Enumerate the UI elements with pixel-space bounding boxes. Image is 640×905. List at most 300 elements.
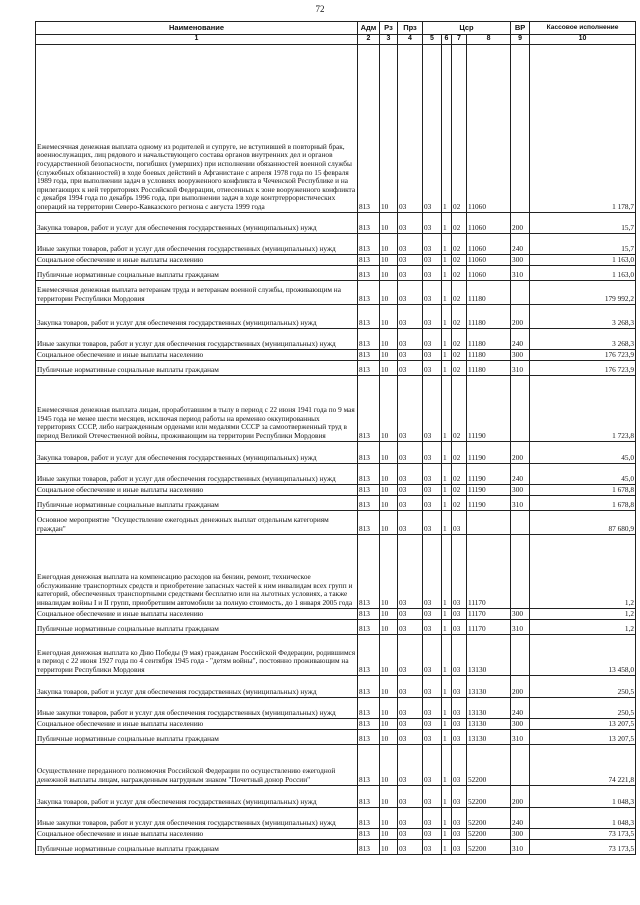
row-name: Ежегодная денежная выплата на компенсацию расходов на бензин, ремонт, техническое обслуживание транспортных средств и приобретение запасных частей к ним инвалидам всех групп и категорий, обеспеченных транспортными средствами бесплатно или на льготных условиях, а также инвалидам войны I и II групп, приобретшим автомобили за полную стоимость, до 1 января 2005 года	[36, 534, 358, 608]
cell-csr-event: 02	[452, 280, 467, 304]
cell-amount: 176 723,9	[530, 360, 636, 375]
cell-csr-subprogram: 1	[442, 265, 452, 280]
cell-csr-program: 03	[423, 785, 442, 807]
cell-prz: 03	[398, 744, 423, 785]
cell-csr-direction: 13130	[467, 634, 511, 675]
cell-prz: 03	[398, 265, 423, 280]
cell-rz: 10	[380, 744, 398, 785]
cell-prz: 03	[398, 44, 423, 212]
cell-vr: 240	[511, 807, 530, 828]
table-row	[36, 484, 636, 495]
cell-csr-subprogram: 1	[442, 441, 452, 463]
cell-amount: 250,5	[530, 675, 636, 697]
cell-csr-event: 03	[452, 619, 467, 634]
cell-csr-subprogram: 1	[442, 280, 452, 304]
table-row	[36, 254, 636, 265]
cell-vr: 310	[511, 729, 530, 744]
column-number: 9	[511, 35, 530, 45]
row-name: Публичные нормативные социальные выплаты гражданам	[36, 360, 358, 375]
table-row	[36, 608, 636, 619]
cell-csr-direction: 11170	[467, 534, 511, 608]
cell-csr-direction: 13130	[467, 729, 511, 744]
cell-prz: 03	[398, 697, 423, 718]
cell-csr-subprogram: 1	[442, 328, 452, 349]
cell-prz: 03	[398, 360, 423, 375]
cell-csr-event: 03	[452, 675, 467, 697]
cell-csr-direction: 11180	[467, 280, 511, 304]
cell-adm: 813	[358, 441, 380, 463]
cell-rz: 10	[380, 828, 398, 839]
cell-csr-program: 03	[423, 608, 442, 619]
cell-vr: 200	[511, 785, 530, 807]
cell-prz: 03	[398, 839, 423, 854]
cell-amount: 45,0	[530, 441, 636, 463]
column-number: 1	[36, 35, 358, 45]
row-name: Ежемесячная денежная выплата одному из родителей и супруге, не вступившей в повторный брак, военнослужащих, лиц рядового и начальствующего состава органов внутренних дел и органов государственной безопасности, погибших (умерших) при исполнении обязанностей военной службы (служебных обязанностей) в ходе боевых действий в Афганистане с апреля 1978 года по 15 февраля 1989 года, при выполнении задач в условиях вооруженного конфликта в Чеченской Республике и на прилегающих к ней территориях Российской Федерации, отнесенных к зоне вооруженного конфликта с декабря 1994 года по декабрь 1996 года, при выполнении задач в ходе контртеррористических операций на территории Северо-Кавказского региона с августа 1999 года	[36, 44, 358, 212]
row-name: Иные закупки товаров, работ и услуг для обеспечения государственных (муниципальных) нужд	[36, 463, 358, 484]
cell-amount: 13 207,5	[530, 718, 636, 729]
cell-vr: 300	[511, 254, 530, 265]
cell-vr: 200	[511, 304, 530, 328]
cell-prz: 03	[398, 349, 423, 360]
cell-adm: 813	[358, 675, 380, 697]
cell-csr-program: 03	[423, 44, 442, 212]
cell-vr	[511, 510, 530, 534]
cell-adm: 813	[358, 280, 380, 304]
row-name: Публичные нормативные социальные выплаты гражданам	[36, 495, 358, 510]
header-csr: Цср	[423, 22, 511, 35]
cell-rz: 10	[380, 44, 398, 212]
cell-adm: 813	[358, 375, 380, 441]
cell-adm: 813	[358, 233, 380, 254]
cell-rz: 10	[380, 675, 398, 697]
table-row	[36, 233, 636, 254]
cell-prz: 03	[398, 484, 423, 495]
row-name: Публичные нормативные социальные выплаты гражданам	[36, 619, 358, 634]
cell-amount: 250,5	[530, 697, 636, 718]
cell-prz: 03	[398, 675, 423, 697]
row-name: Закупка товаров, работ и услуг для обеспечения государственных (муниципальных) нужд	[36, 304, 358, 328]
cell-csr-direction: 11180	[467, 349, 511, 360]
cell-csr-program: 03	[423, 510, 442, 534]
row-name: Иные закупки товаров, работ и услуг для обеспечения государственных (муниципальных) нужд	[36, 233, 358, 254]
cell-vr: 240	[511, 697, 530, 718]
cell-csr-event: 02	[452, 375, 467, 441]
cell-csr-direction: 11060	[467, 233, 511, 254]
cell-vr: 200	[511, 212, 530, 233]
row-name: Иные закупки товаров, работ и услуг для обеспечения государственных (муниципальных) нужд	[36, 697, 358, 718]
cell-csr-direction: 11190	[467, 375, 511, 441]
cell-csr-subprogram: 1	[442, 254, 452, 265]
cell-rz: 10	[380, 484, 398, 495]
cell-prz: 03	[398, 828, 423, 839]
table-row	[36, 807, 636, 828]
cell-csr-direction: 52200	[467, 839, 511, 854]
cell-adm: 813	[358, 619, 380, 634]
cell-csr-direction: 11060	[467, 212, 511, 233]
cell-csr-subprogram: 1	[442, 534, 452, 608]
table-row	[36, 304, 636, 328]
table-row	[36, 280, 636, 304]
cell-amount: 1 678,8	[530, 484, 636, 495]
cell-rz: 10	[380, 280, 398, 304]
cell-adm: 813	[358, 729, 380, 744]
cell-rz: 10	[380, 807, 398, 828]
cell-amount: 1 178,7	[530, 44, 636, 212]
row-name: Социальное обеспечение и иные выплаты населению	[36, 349, 358, 360]
column-number: 10	[530, 35, 636, 45]
row-name: Осуществление переданного полномочия Российской Федерации по осуществлению ежегодной денежной выплаты лицам, награжденным нагрудным знаком "Почетный донор России"	[36, 744, 358, 785]
cell-csr-subprogram: 1	[442, 697, 452, 718]
cell-csr-event: 02	[452, 441, 467, 463]
cell-amount: 1 048,3	[530, 785, 636, 807]
cell-csr-event: 02	[452, 328, 467, 349]
cell-vr: 310	[511, 360, 530, 375]
cell-prz: 03	[398, 718, 423, 729]
cell-adm: 813	[358, 360, 380, 375]
header-row	[36, 22, 636, 35]
cell-csr-direction: 11170	[467, 619, 511, 634]
cell-csr-direction: 52200	[467, 807, 511, 828]
cell-adm: 813	[358, 349, 380, 360]
cell-amount: 15,7	[530, 212, 636, 233]
header-vr: ВР	[511, 22, 530, 35]
row-name: Закупка товаров, работ и услуг для обеспечения государственных (муниципальных) нужд	[36, 675, 358, 697]
cell-csr-event: 03	[452, 744, 467, 785]
budget-table	[35, 21, 636, 855]
row-name: Ежемесячная денежная выплата ветеранам труда и ветеранам военной службы, проживающим на территории Республики Мордовия	[36, 280, 358, 304]
cell-csr-subprogram: 1	[442, 484, 452, 495]
cell-amount: 13 207,5	[530, 729, 636, 744]
table-row	[36, 360, 636, 375]
cell-amount: 74 221,8	[530, 744, 636, 785]
cell-csr-direction: 52200	[467, 828, 511, 839]
cell-adm: 813	[358, 463, 380, 484]
cell-amount: 1 163,0	[530, 265, 636, 280]
cell-rz: 10	[380, 619, 398, 634]
cell-rz: 10	[380, 212, 398, 233]
table-row	[36, 839, 636, 854]
cell-csr-program: 03	[423, 495, 442, 510]
table-body	[36, 44, 636, 854]
cell-adm: 813	[358, 534, 380, 608]
cell-csr-program: 03	[423, 265, 442, 280]
cell-csr-program: 03	[423, 349, 442, 360]
cell-prz: 03	[398, 729, 423, 744]
cell-vr	[511, 44, 530, 212]
cell-csr-direction: 13130	[467, 675, 511, 697]
cell-adm: 813	[358, 839, 380, 854]
cell-adm: 813	[358, 828, 380, 839]
cell-rz: 10	[380, 349, 398, 360]
table-row	[36, 349, 636, 360]
column-number: 8	[467, 35, 511, 45]
row-name: Ежегодная денежная выплата ко Дню Победы (9 мая) гражданам Российской Федерации, родившимся в период с 22 июня 1927 года по 4 сентября 1945 года - "детям войны", постоянно проживающим на территории Республики Мордовия	[36, 634, 358, 675]
cell-csr-direction: 11060	[467, 44, 511, 212]
header-adm: Адм	[358, 22, 380, 35]
table-row	[36, 510, 636, 534]
cell-csr-subprogram: 1	[442, 360, 452, 375]
cell-csr-event: 02	[452, 233, 467, 254]
column-number: 5	[423, 35, 442, 45]
column-number: 3	[380, 35, 398, 45]
row-name: Социальное обеспечение и иные выплаты населению	[36, 608, 358, 619]
cell-rz: 10	[380, 233, 398, 254]
cell-csr-subprogram: 1	[442, 634, 452, 675]
cell-prz: 03	[398, 495, 423, 510]
cell-prz: 03	[398, 510, 423, 534]
cell-csr-program: 03	[423, 304, 442, 328]
cell-csr-event: 02	[452, 463, 467, 484]
cell-amount: 1,2	[530, 534, 636, 608]
table-row	[36, 619, 636, 634]
cell-csr-subprogram: 1	[442, 304, 452, 328]
cell-amount: 15,7	[530, 233, 636, 254]
cell-csr-subprogram: 1	[442, 718, 452, 729]
cell-amount: 1 048,3	[530, 807, 636, 828]
cell-amount: 3 268,3	[530, 304, 636, 328]
cell-rz: 10	[380, 534, 398, 608]
cell-csr-event: 02	[452, 265, 467, 280]
cell-adm: 813	[358, 634, 380, 675]
cell-csr-direction: 13130	[467, 697, 511, 718]
header-prz: Прз	[398, 22, 423, 35]
cell-csr-program: 03	[423, 328, 442, 349]
row-name: Закупка товаров, работ и услуг для обеспечения государственных (муниципальных) нужд	[36, 212, 358, 233]
cell-csr-subprogram: 1	[442, 675, 452, 697]
cell-amount: 1 678,8	[530, 495, 636, 510]
cell-rz: 10	[380, 718, 398, 729]
cell-csr-direction: 11190	[467, 484, 511, 495]
row-name: Социальное обеспечение и иные выплаты населению	[36, 484, 358, 495]
cell-adm: 813	[358, 484, 380, 495]
cell-vr: 240	[511, 463, 530, 484]
cell-csr-program: 03	[423, 233, 442, 254]
cell-csr-direction: 11170	[467, 608, 511, 619]
row-name: Публичные нормативные социальные выплаты гражданам	[36, 265, 358, 280]
cell-csr-subprogram: 1	[442, 828, 452, 839]
cell-amount: 179 992,2	[530, 280, 636, 304]
cell-csr-subprogram: 1	[442, 608, 452, 619]
row-name: Социальное обеспечение и иные выплаты населению	[36, 718, 358, 729]
cell-adm: 813	[358, 44, 380, 212]
header-name: Наименование	[36, 22, 358, 35]
cell-csr-direction: 11190	[467, 441, 511, 463]
table-row	[36, 463, 636, 484]
cell-vr: 300	[511, 828, 530, 839]
cell-prz: 03	[398, 534, 423, 608]
cell-csr-event: 03	[452, 697, 467, 718]
cell-rz: 10	[380, 463, 398, 484]
header-rz: Рз	[380, 22, 398, 35]
row-name: Иные закупки товаров, работ и услуг для обеспечения государственных (муниципальных) нужд	[36, 328, 358, 349]
cell-csr-direction	[467, 510, 511, 534]
cell-prz: 03	[398, 785, 423, 807]
table-row	[36, 675, 636, 697]
cell-amount: 45,0	[530, 463, 636, 484]
cell-vr: 300	[511, 349, 530, 360]
table-row	[36, 44, 636, 212]
row-name: Закупка товаров, работ и услуг для обеспечения государственных (муниципальных) нужд	[36, 785, 358, 807]
cell-amount: 87 680,9	[530, 510, 636, 534]
cell-rz: 10	[380, 785, 398, 807]
cell-adm: 813	[358, 718, 380, 729]
cell-csr-event: 03	[452, 839, 467, 854]
cell-csr-program: 03	[423, 619, 442, 634]
cell-csr-event: 03	[452, 510, 467, 534]
cell-vr: 300	[511, 484, 530, 495]
row-name: Иные закупки товаров, работ и услуг для обеспечения государственных (муниципальных) нужд	[36, 807, 358, 828]
cell-csr-event: 02	[452, 495, 467, 510]
cell-csr-program: 03	[423, 729, 442, 744]
cell-csr-event: 03	[452, 807, 467, 828]
table-row	[36, 375, 636, 441]
cell-vr: 240	[511, 233, 530, 254]
column-number-row	[36, 35, 636, 45]
cell-csr-event: 02	[452, 360, 467, 375]
cell-csr-event: 02	[452, 254, 467, 265]
cell-rz: 10	[380, 328, 398, 349]
table-row	[36, 328, 636, 349]
cell-adm: 813	[358, 254, 380, 265]
cell-csr-event: 03	[452, 608, 467, 619]
row-name: Социальное обеспечение и иные выплаты населению	[36, 254, 358, 265]
cell-vr: 200	[511, 675, 530, 697]
cell-csr-event: 02	[452, 484, 467, 495]
cell-vr: 310	[511, 495, 530, 510]
cell-prz: 03	[398, 619, 423, 634]
cell-csr-program: 03	[423, 534, 442, 608]
cell-adm: 813	[358, 510, 380, 534]
cell-adm: 813	[358, 304, 380, 328]
cell-prz: 03	[398, 280, 423, 304]
cell-csr-subprogram: 1	[442, 375, 452, 441]
cell-csr-direction: 11190	[467, 463, 511, 484]
cell-prz: 03	[398, 328, 423, 349]
cell-vr	[511, 634, 530, 675]
cell-csr-event: 02	[452, 349, 467, 360]
cell-amount: 1,2	[530, 619, 636, 634]
column-number: 7	[452, 35, 467, 45]
cell-csr-program: 03	[423, 718, 442, 729]
cell-rz: 10	[380, 697, 398, 718]
cell-vr: 310	[511, 839, 530, 854]
cell-amount: 13 458,0	[530, 634, 636, 675]
cell-prz: 03	[398, 807, 423, 828]
cell-rz: 10	[380, 729, 398, 744]
cell-rz: 10	[380, 304, 398, 328]
cell-csr-subprogram: 1	[442, 463, 452, 484]
cell-prz: 03	[398, 233, 423, 254]
cell-vr	[511, 280, 530, 304]
cell-csr-event: 03	[452, 718, 467, 729]
cell-adm: 813	[358, 495, 380, 510]
cell-prz: 03	[398, 463, 423, 484]
table-row	[36, 718, 636, 729]
table-row	[36, 785, 636, 807]
cell-rz: 10	[380, 375, 398, 441]
cell-csr-program: 03	[423, 441, 442, 463]
cell-csr-program: 03	[423, 697, 442, 718]
cell-amount: 1 723,8	[530, 375, 636, 441]
cell-rz: 10	[380, 510, 398, 534]
row-name: Ежемесячная денежная выплата лицам, проработавшим в тылу в период с 22 июня 1941 года по 9 мая 1945 года не менее шести месяцев, исключая период работы на временно оккупированных территориях СССР, либо награжденным орденами или медалями СССР за самоотверженный труд в период Великой Отечественной войны, проживающим на территории Республики Мордовия	[36, 375, 358, 441]
table-row	[36, 744, 636, 785]
cell-csr-program: 03	[423, 634, 442, 675]
cell-csr-subprogram: 1	[442, 785, 452, 807]
cell-csr-event: 03	[452, 785, 467, 807]
cell-rz: 10	[380, 495, 398, 510]
cell-csr-program: 03	[423, 675, 442, 697]
cell-csr-subprogram: 1	[442, 44, 452, 212]
cell-csr-subprogram: 1	[442, 233, 452, 254]
cell-csr-direction: 11180	[467, 360, 511, 375]
row-name: Основное мероприятие "Осуществление ежегодных денежных выплат отдельным категориям граждан"	[36, 510, 358, 534]
cell-csr-program: 03	[423, 839, 442, 854]
column-number: 6	[442, 35, 452, 45]
cell-rz: 10	[380, 360, 398, 375]
cell-csr-program: 03	[423, 807, 442, 828]
cell-csr-direction: 11060	[467, 265, 511, 280]
cell-csr-direction: 52200	[467, 744, 511, 785]
cell-amount: 3 268,3	[530, 328, 636, 349]
cell-csr-program: 03	[423, 484, 442, 495]
cell-adm: 813	[358, 697, 380, 718]
cell-csr-direction: 11060	[467, 254, 511, 265]
cell-amount: 176 723,9	[530, 349, 636, 360]
cell-prz: 03	[398, 375, 423, 441]
cell-prz: 03	[398, 441, 423, 463]
column-number: 4	[398, 35, 423, 45]
table-row	[36, 534, 636, 608]
cell-csr-subprogram: 1	[442, 619, 452, 634]
cell-vr	[511, 744, 530, 785]
cell-csr-direction: 52200	[467, 785, 511, 807]
table-row	[36, 495, 636, 510]
cell-rz: 10	[380, 441, 398, 463]
cell-csr-program: 03	[423, 375, 442, 441]
cell-adm: 813	[358, 212, 380, 233]
cell-csr-event: 03	[452, 729, 467, 744]
cell-csr-direction: 11180	[467, 304, 511, 328]
cell-vr: 200	[511, 441, 530, 463]
cell-csr-program: 03	[423, 254, 442, 265]
cell-vr: 300	[511, 608, 530, 619]
cell-rz: 10	[380, 254, 398, 265]
table-row	[36, 828, 636, 839]
cell-adm: 813	[358, 608, 380, 619]
cell-vr: 240	[511, 328, 530, 349]
row-name: Публичные нормативные социальные выплаты гражданам	[36, 729, 358, 744]
cell-csr-event: 02	[452, 304, 467, 328]
cell-adm: 813	[358, 807, 380, 828]
cell-vr	[511, 375, 530, 441]
table-row	[36, 697, 636, 718]
cell-csr-event: 03	[452, 828, 467, 839]
row-name: Социальное обеспечение и иные выплаты населению	[36, 828, 358, 839]
cell-rz: 10	[380, 634, 398, 675]
cell-amount: 73 173,5	[530, 828, 636, 839]
row-name: Публичные нормативные социальные выплаты гражданам	[36, 839, 358, 854]
cell-csr-event: 03	[452, 534, 467, 608]
cell-csr-event: 02	[452, 44, 467, 212]
cell-vr: 310	[511, 619, 530, 634]
cell-csr-subprogram: 1	[442, 807, 452, 828]
table-row	[36, 441, 636, 463]
cell-csr-direction: 11180	[467, 328, 511, 349]
cell-csr-direction: 11190	[467, 495, 511, 510]
table-row	[36, 634, 636, 675]
